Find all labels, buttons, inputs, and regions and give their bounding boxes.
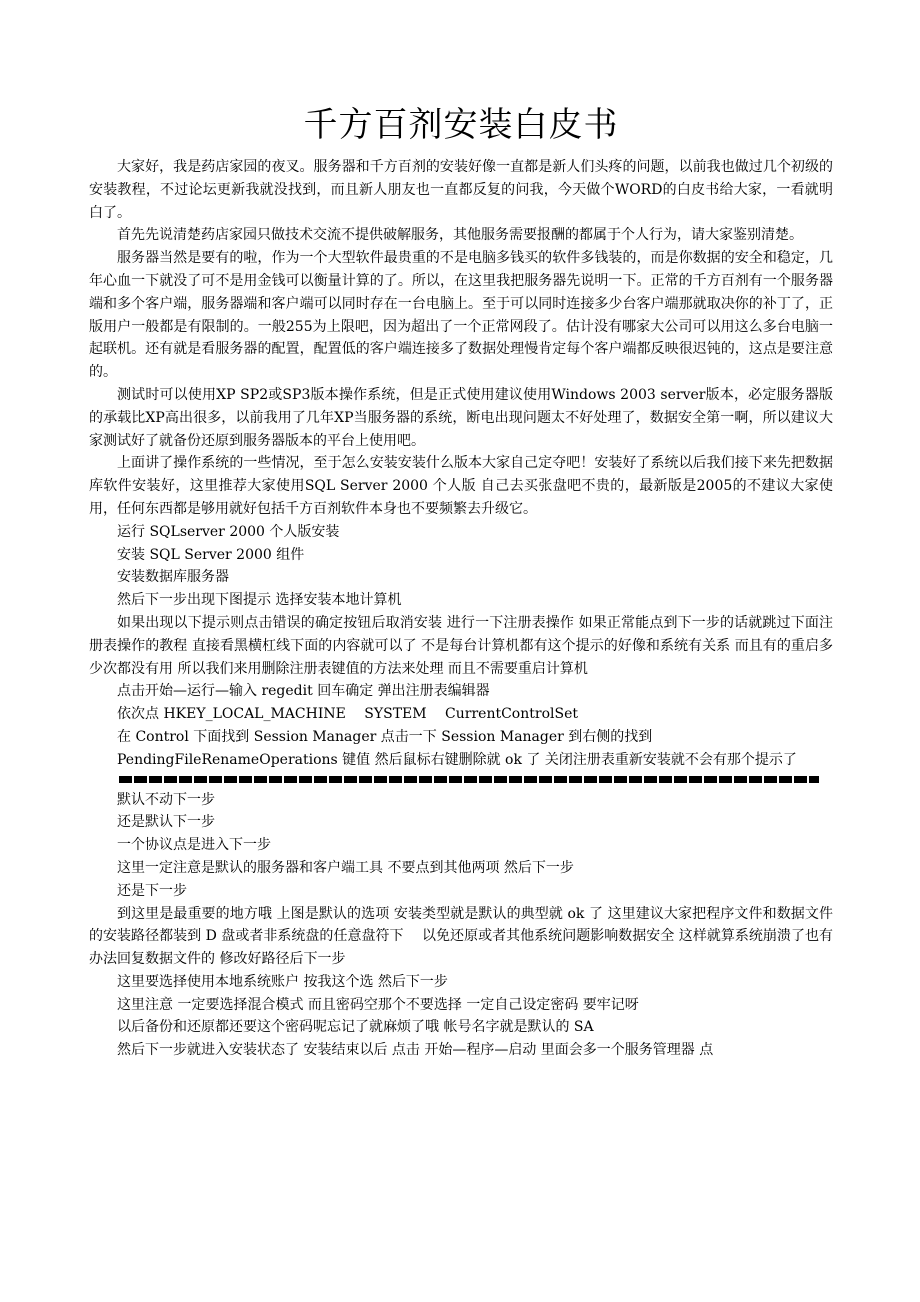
step-line: 这里注意 一定要选择混合模式 而且密码空那个不要选择 一定自己设定密码 要牢记呀 xyxy=(117,996,639,1013)
paragraph-pending-rename: PendingFileRenameOperations 键值 然后鼠标右键删除就 ok 了 关闭注册表重新安装就不会有那个提示了 xyxy=(117,751,797,768)
paragraph-server: 服务器当然是要有的啦，作为一个大型软件最贵重的不是电脑多钱买的软件多钱装的，而是你数据的安全和稳定，几年心血一下就没了可不是用金钱可以衡量计算的了。所以，在这里我把服务器先说明一下。正常的千方百剂有一个服务器端和多个客户端，服务器端和客户端可以同时存在一台电脑上。至于可以同时连接多少台客户端那就取决你的补丁了，正版用户一般都是有限制的。一般255为上限吧，因为超出了一个正常网段了。估计没有哪家大公司可以用这么多台电脑一起联机。还有就是看服务器的配置，配置低的客户端连接多了数据处理慢肯定每个客户端都反映很迟钝的，这点是要注意的。 xyxy=(89,250,833,381)
step-line: 然后下一步出现下图提示 选择安装本地计算机 xyxy=(117,592,402,609)
paragraph-intro: 大家好，我是药店家园的夜叉。服务器和千方百剂的安装好像一直都是新人们头疼的问题，以前我也做过几个初级的安装教程，不过论坛更新我就没找到，而且新人朋友也一直都反复的问我，今天做个WORD的白皮书给大家，一看就明白了。 xyxy=(89,159,833,221)
paragraph-disclaimer: 首先先说清楚药店家园只做技术交流不提供破解服务，其他服务需要报酬的都属于个人行为，请大家鉴别清楚。 xyxy=(117,227,803,244)
step-line: 这里要选择使用本地系统账户 按我这个选 然后下一步 xyxy=(117,973,448,990)
step-line: 然后下一步就进入安装状态了 安装结束以后 点击 开始—程序—启动 里面会多一个服务管理器 点 xyxy=(117,1042,714,1059)
step-line: 安装 SQL Server 2000 组件 xyxy=(117,546,305,563)
section-divider xyxy=(119,776,819,783)
paragraph-database: 上面讲了操作系统的一些情况，至于怎么安装安装什么版本大家自己定夺吧！安装好了系统以后我们接下来先把数据库软件安装好，这里推荐大家使用SQL Server 2000 个人版 自己去买张盘吧不贵的，最新版是2005的不建议大家使用，任何东西都是够用就好包括千方百剂软件本身也不要频繁去升级它。 xyxy=(89,455,833,517)
paragraph-os: 测试时可以使用XP SP2或SP3版本操作系统，但是正式使用建议使用Windows 2003 server版本，必定服务器版的承载比XP高出很多，以前我用了几年XP当服务器的系统，断电出现问题太不好处理了，数据安全第一啊，所以建议大家测试好了就备份还原到服务器版本的平台上使用吧。 xyxy=(89,386,833,449)
step-line: 在 Control 下面找到 Session Manager 点击一下 Session Manager 到右侧的找到 xyxy=(117,728,653,745)
paragraph-error-prompt: 如果出现以下提示则点击错误的确定按钮后取消安装 进行一下注册表操作 如果正常能点到下一步的话就跳过下面注册表操作的教程 直接看黑横杠线下面的内容就可以了 不是每台计算机都有这个提示的好像和系统有关系 而且有的重启多少次都没有用 所以我们来用删除注册表键值的方法来处理 而且不需要重启计算机 xyxy=(89,614,833,677)
step-line: 这里一定注意是默认的服务器和客户端工具 不要点到其他两项 然后下一步 xyxy=(117,859,574,876)
paragraph-install-path: 到这里是最重要的地方哦 上图是默认的选项 安装类型就是默认的典型就 ok 了 这里建议大家把程序文件和数据文件的安装路径都装到 D 盘或者非系统盘的任意盘符下 以免还原或者其他系统问题影响数据安全 这样就算系统崩溃了也有办法回复数据文件的 修改好路径后下一步 xyxy=(89,905,833,968)
step-line: 依次点 HKEY_LOCAL_MACHINE SYSTEM CurrentControlSet xyxy=(117,706,578,723)
document-body xyxy=(89,100,833,1062)
step-line: 运行 SQLserver 2000 个人版安装 xyxy=(117,523,340,540)
step-line: 安装数据库服务器 xyxy=(117,569,229,586)
step-line: 一个协议点是进入下一步 xyxy=(117,837,271,854)
step-line: 以后备份和还原都还要这个密码呢忘记了就麻烦了哦 帐号名字就是默认的 SA xyxy=(117,1019,594,1036)
step-line: 点击开始—运行—输入 regedit 回车确定 弹出注册表编辑器 xyxy=(117,683,490,700)
step-line: 还是下一步 xyxy=(117,882,187,899)
step-line: 还是默认下一步 xyxy=(117,814,215,831)
document-title: 千方百剂安装白皮书 xyxy=(303,105,619,145)
step-line: 默认不动下一步 xyxy=(117,791,215,808)
